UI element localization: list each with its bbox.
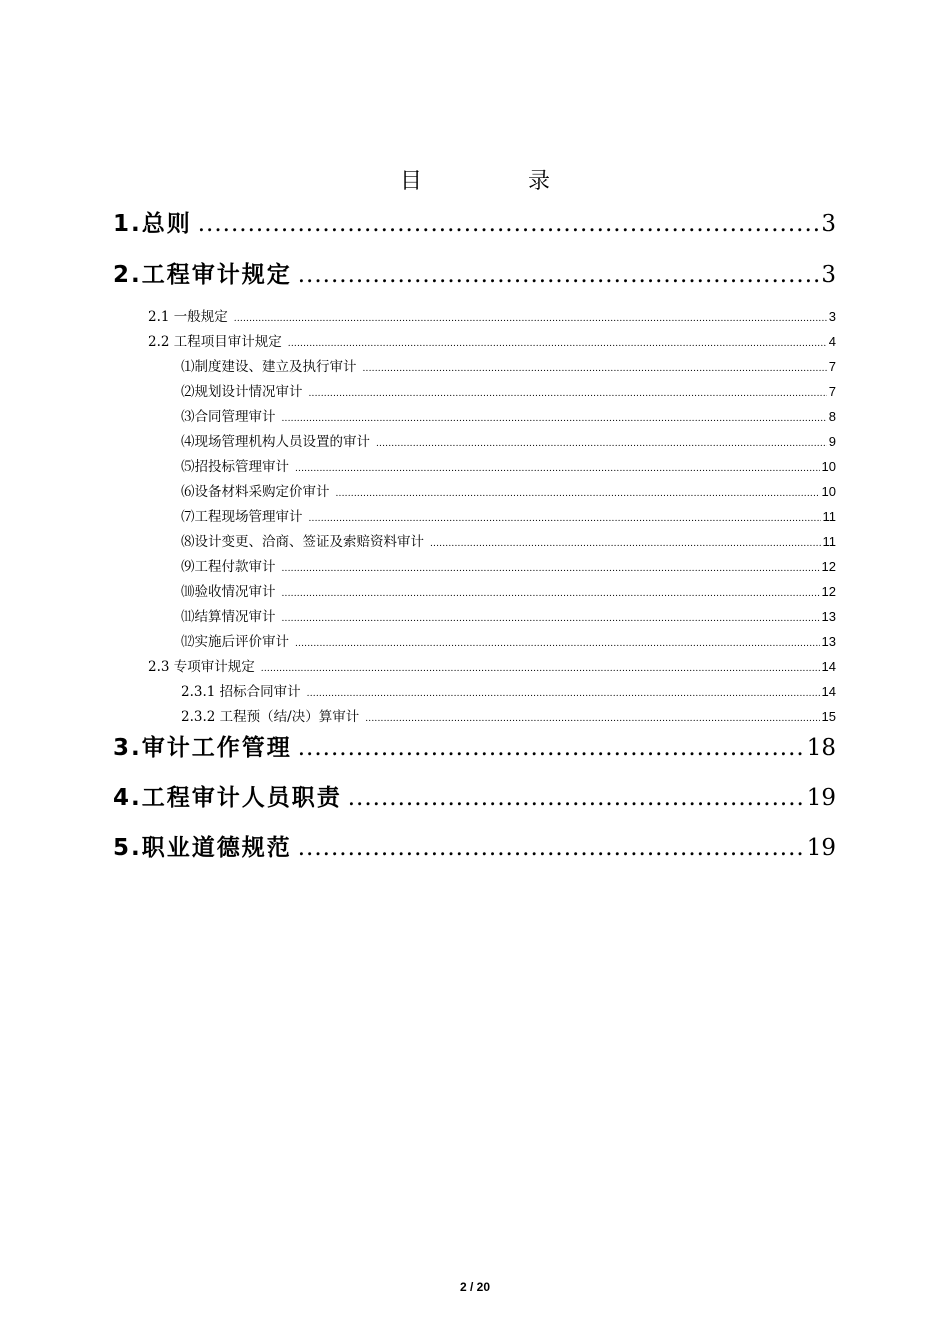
toc-entry-2-2-12[interactable]: [181, 630, 836, 650]
dot-leader: [295, 639, 820, 649]
toc-entry-2-2-4[interactable]: [181, 430, 836, 450]
toc-entry-2-3[interactable]: [148, 655, 836, 675]
toc-entry-page: 7: [828, 384, 836, 399]
toc-entry-2-3-1[interactable]: [181, 680, 836, 700]
toc-entry-label: ⑻设计变更、洽商、签证及索赔资料审计: [181, 534, 424, 550]
toc-entry-2-2-7[interactable]: [181, 505, 836, 525]
dot-leader: [430, 539, 821, 549]
toc-entry-page: 14: [821, 659, 836, 674]
toc-title: 目 录: [399, 169, 592, 194]
dot-leader: [298, 835, 805, 861]
toc-entry-2-2-9[interactable]: [181, 555, 836, 575]
toc-entry-2-2-2[interactable]: [181, 380, 836, 400]
toc-entry-label: ⑼工程付款审计: [181, 559, 276, 575]
dot-leader: [234, 314, 827, 324]
dot-leader: [198, 211, 820, 237]
toc-entry-page: 8: [828, 409, 836, 424]
toc-entry-page: 10: [821, 484, 836, 499]
toc-entry-2[interactable]: [113, 256, 836, 289]
dot-leader: [288, 339, 827, 349]
toc-entry-page: 9: [828, 434, 836, 449]
dot-leader: [298, 735, 805, 761]
dot-leader: [336, 489, 820, 499]
toc-entry-page: 14: [821, 684, 836, 699]
toc-entry-page: 19: [806, 785, 836, 811]
dot-leader: [295, 464, 820, 474]
toc-entry-page: 13: [821, 609, 836, 624]
toc-entry-page: 11: [822, 534, 836, 549]
dot-leader: [282, 589, 820, 599]
toc-entry-page: 3: [828, 309, 836, 324]
dot-leader: [282, 564, 820, 574]
toc-entry-2-2-11[interactable]: [181, 605, 836, 625]
dot-leader: [282, 414, 827, 424]
dot-leader: [261, 664, 820, 674]
dot-leader: [348, 785, 805, 811]
toc-entry-2-2-10[interactable]: [181, 580, 836, 600]
dot-leader: [307, 689, 820, 699]
toc-entry-label: ⑿实施后评价审计: [181, 634, 289, 650]
toc-entry-2-2-3[interactable]: [181, 405, 836, 425]
toc-entry-page: 3: [821, 262, 836, 288]
toc-entry-label: ⑺工程现场管理审计: [181, 509, 303, 525]
toc-entry-5[interactable]: [113, 829, 836, 862]
dot-leader: [363, 364, 827, 374]
toc-entry-label: ⑵规划设计情况审计: [181, 384, 303, 400]
dot-leader: [365, 714, 819, 724]
toc-entry-page: 4: [828, 334, 836, 349]
toc-entry-page: 10: [821, 459, 836, 474]
toc-entry-2-1[interactable]: [148, 305, 836, 325]
toc-entry-page: 19: [806, 835, 836, 861]
toc-entry-2-2-8[interactable]: [181, 530, 836, 550]
toc-entry-label: ⑶合同管理审计: [181, 409, 276, 425]
toc-entry-page: 15: [821, 709, 836, 724]
toc-entry-label: 3.审计工作管理: [113, 735, 292, 761]
toc-entry-page: 11: [822, 509, 836, 524]
toc-entry-label: 4.工程审计人员职责: [113, 785, 342, 811]
toc-entry-label: ⑽验收情况审计: [181, 584, 276, 600]
toc-entry-label: 2.1 一般规定: [148, 309, 228, 325]
dot-leader: [376, 439, 827, 449]
dot-leader: [309, 514, 821, 524]
toc-entry-label: 2.2 工程项目审计规定: [148, 334, 282, 350]
toc-entry-label: 2.工程审计规定: [113, 262, 292, 288]
toc-entry-3[interactable]: [113, 729, 836, 762]
toc-entry-label: ⑹设备材料采购定价审计: [181, 484, 330, 500]
toc-entry-label: ⑴制度建设、建立及执行审计: [181, 359, 357, 375]
toc-entry-2-2-6[interactable]: [181, 480, 836, 500]
dot-leader: [298, 262, 820, 288]
toc-entry-1[interactable]: [113, 205, 836, 238]
toc-entry-2-2-1[interactable]: [181, 355, 836, 375]
toc-entry-label: ⑸招投标管理审计: [181, 459, 289, 475]
toc-entry-label: 1.总则: [113, 211, 192, 237]
toc-entry-4[interactable]: [113, 779, 836, 812]
toc-entry-page: 12: [821, 559, 836, 574]
toc-entry-label: 5.职业道德规范: [113, 835, 292, 861]
toc-entry-page: 18: [806, 735, 836, 761]
toc-entry-label: 2.3 专项审计规定: [148, 659, 255, 675]
toc-entry-label: 2.3.2 工程预（结/决）算审计: [181, 709, 360, 725]
toc-entry-label: 2.3.1 招标合同审计: [181, 684, 301, 700]
toc-entry-2-2-5[interactable]: [181, 455, 836, 475]
toc-entry-label: ⑾结算情况审计: [181, 609, 276, 625]
toc-entry-page: 12: [821, 584, 836, 599]
toc-entry-2-2[interactable]: [148, 330, 836, 350]
toc-entry-page: 7: [828, 359, 836, 374]
toc-entry-page: 13: [821, 634, 836, 649]
toc-entry-2-3-2[interactable]: [181, 705, 836, 725]
dot-leader: [282, 614, 820, 624]
toc-entry-label: ⑷现场管理机构人员设置的审计: [181, 434, 370, 450]
dot-leader: [309, 389, 827, 399]
page-number: 2 / 20: [459, 1280, 491, 1294]
toc-entry-page: 3: [821, 211, 836, 237]
